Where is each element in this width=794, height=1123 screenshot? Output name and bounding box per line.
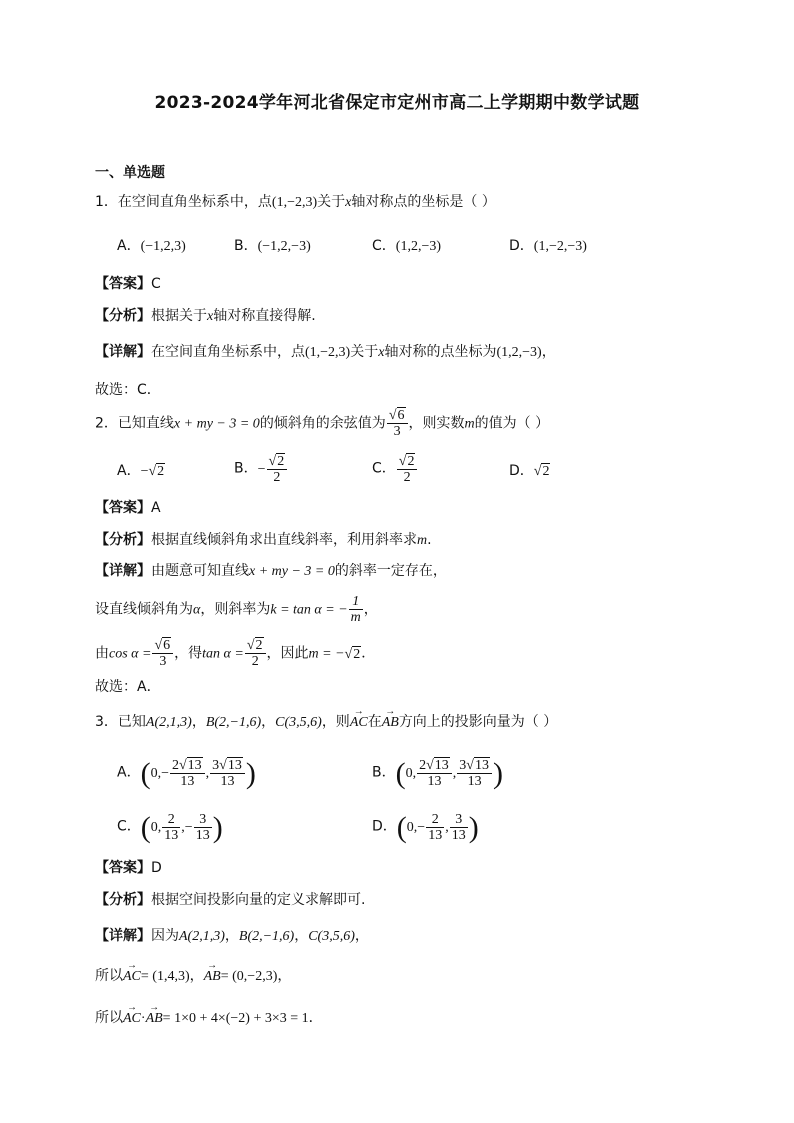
q1-answer: 【答案】C (95, 276, 161, 292)
q1-option-b: B．(−1,2,−3) (234, 238, 311, 254)
page-title: 2023-2024学年河北省保定市定州市高二上学期期中数学试题 (154, 93, 640, 113)
q3-detail-line2: 所以→ AC= (1,4,3)，→ AB= (0,−2,3)， (95, 966, 291, 987)
section-heading (95, 163, 165, 183)
q3-option-d: D．(0,− $\frac{2}{13}$ , $\frac{3}{13}$ ) (372, 810, 479, 844)
q2-option-d: D．√2 (509, 463, 550, 479)
q2-option-a: A．−√2 (117, 463, 165, 479)
q3-option-b: B．(0, $\frac{2√13}{13}$ , $\frac{3√13}{13}$ ) (372, 756, 503, 790)
q2-option-b: B．− $\frac{√2}{2}$ (234, 454, 288, 485)
q3-option-c: C．(0, $\frac{2}{13}$ ,− $\frac{3}{13}$ ) (117, 810, 223, 844)
q2-detail-line3: 由cos α = $\frac{√6}{3}$ ，得tan α = $\frac{√2}{2}$ ，因此m = −√2． (95, 638, 376, 669)
q2-analysis: 【分析】根据直线倾斜角求出直线斜率，利用斜率求m. (95, 532, 432, 548)
q1-detail: 【详解】在空间直角坐标系中，点(1,−2,3)关于x轴对称的点坐标为(1,2,−3)， (95, 344, 556, 360)
q2-detail: 【详解】由题意可知直线x + my − 3 = 0的斜率一定存在， (95, 563, 447, 579)
q3-detail: 【详解】因为A(2,1,3)，B(2,−1,6)，C(3,5,6)， (95, 928, 369, 944)
q3-option-a: A．(0,− $\frac{2√13}{13}$ , $\frac{3√13}{13}$ ) (117, 756, 256, 790)
q1-option-a: A．(−1,2,3) (117, 238, 186, 254)
q3-stem: 3．已知A(2,1,3)，B(2,−1,6)，C(3,5,6)，则→ AC在→ AB方向上的投影向量为（ ） (95, 712, 557, 733)
q1-choose: 故选：C． (95, 382, 161, 398)
q1-option-d: D．(1,−2,−3) (509, 238, 587, 254)
q3-detail-line3: 所以→ AC·→ AB= 1×0 + 4×(−2) + 3×3 = 1． (95, 1008, 323, 1029)
q2-option-c: C． $\frac{√2}{2}$ (372, 454, 418, 485)
q1-analysis: 【分析】根据关于x轴对称直接得解. (95, 308, 316, 324)
q1-option-c: C．(1,2,−3) (372, 238, 442, 254)
section-label: 一、单选题 (95, 165, 165, 181)
q2-choose: 故选：A． (95, 679, 161, 695)
q2-answer: 【答案】A (95, 500, 161, 516)
q3-analysis: 【分析】根据空间投影向量的定义求解即可. (95, 892, 366, 908)
q3-answer: 【答案】D (95, 860, 162, 876)
q1-stem: 1．在空间直角坐标系中，点(1,−2,3)关于x轴对称点的坐标是（ ） (95, 194, 496, 210)
q2-detail-line2: 设直线倾斜角为α，则斜率为k = tan α = − $\frac{1}{m}$ ， (95, 594, 378, 625)
q2-stem: 2．已知直线x + my − 3 = 0的倾斜角的余弦值为 $\frac{√6}{3}$ ，则实数m的值为（ ） (95, 408, 550, 439)
